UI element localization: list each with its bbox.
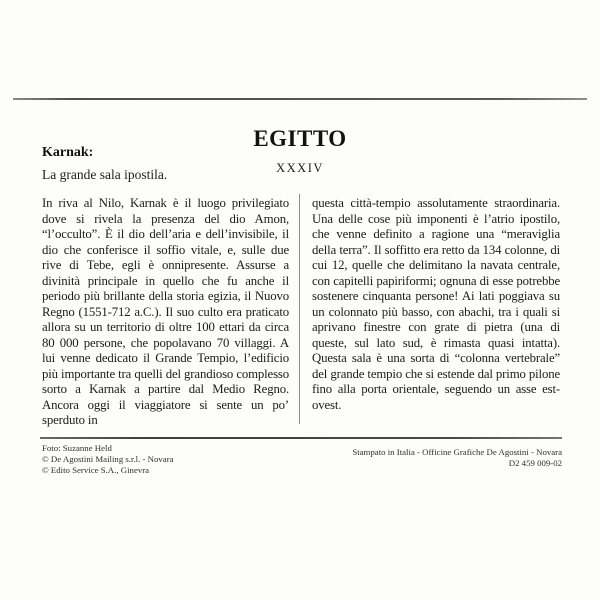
print-code: D2 459 009-02: [508, 458, 562, 468]
copyright-line-2: © Edito Service S.A., Ginevra: [42, 465, 150, 475]
top-rule: [13, 98, 587, 100]
body-column-left: In riva al Nilo, Karnak è il luogo privilegiato dove si rivela la presenza del dio Amon, “l’occulto”. È il dio dell’aria e dell’invisibile, il dio che conferisce il soffio vitale, e, sulle due rive di Tebe, egli è onnipresente. Assurse a divinità principale in quello che fu anche il periodo più brillante della storia egizia, il Nuovo Regno (1551-712 a.C.). Il suo culto era praticato allora su un territorio di oltre 100 ettari da circa 80 000 persone, che popolavano 70 villaggi. A lui venne dedicato il Grande Tempio, l’edificio più importante tra quelli del grandioso complesso sorto a Karnak a partire dal Medio Regno. Ancora oggi il viaggiatore si sente un po’ sperduto in: [42, 196, 289, 427]
body-text: [42, 196, 560, 428]
location-heading: Karnak:: [42, 145, 94, 160]
body-column-right: questa città-tempio assolutamente straordinaria. Una delle cose più imponenti è l’atrio ipostilo, che venne definito a ragione una “meraviglia della terra”. Il soffitto era retto da 134 colonne, di cui 12, quelle che delimitano la navata centrale, con capitelli papiriformi; ognuna di esse potrebbe sostenere cinquanta persone! Ai lati poggiava su un colonnato più basso, con abachi, tra i quali si aprivano finestre con grate di pietra (una di queste, sul lato sud, è rimasta quasi intatta). Questa sala è una sorta di “colonna vertebrale” del grande tempio che si estende dal primo pilone fino alla porta orientale, seguendo un asse est-ovest.: [312, 196, 560, 412]
plate-number: XXXIV: [276, 161, 324, 175]
photo-credit: Foto: Suzanne Held: [42, 443, 112, 453]
location-subheading: La grande sala ipostila.: [42, 167, 168, 182]
page-title: EGITTO: [253, 126, 347, 151]
printed-line: Stampato in Italia - Officine Grafiche De Agostini - Novara: [352, 447, 562, 457]
copyright-line-1: © De Agostini Mailing s.r.l. - Novara: [42, 454, 174, 464]
footer-credits: [42, 443, 174, 476]
footer-rule: [40, 437, 562, 439]
column-divider: [299, 194, 300, 424]
footer-print-info: [352, 447, 562, 469]
